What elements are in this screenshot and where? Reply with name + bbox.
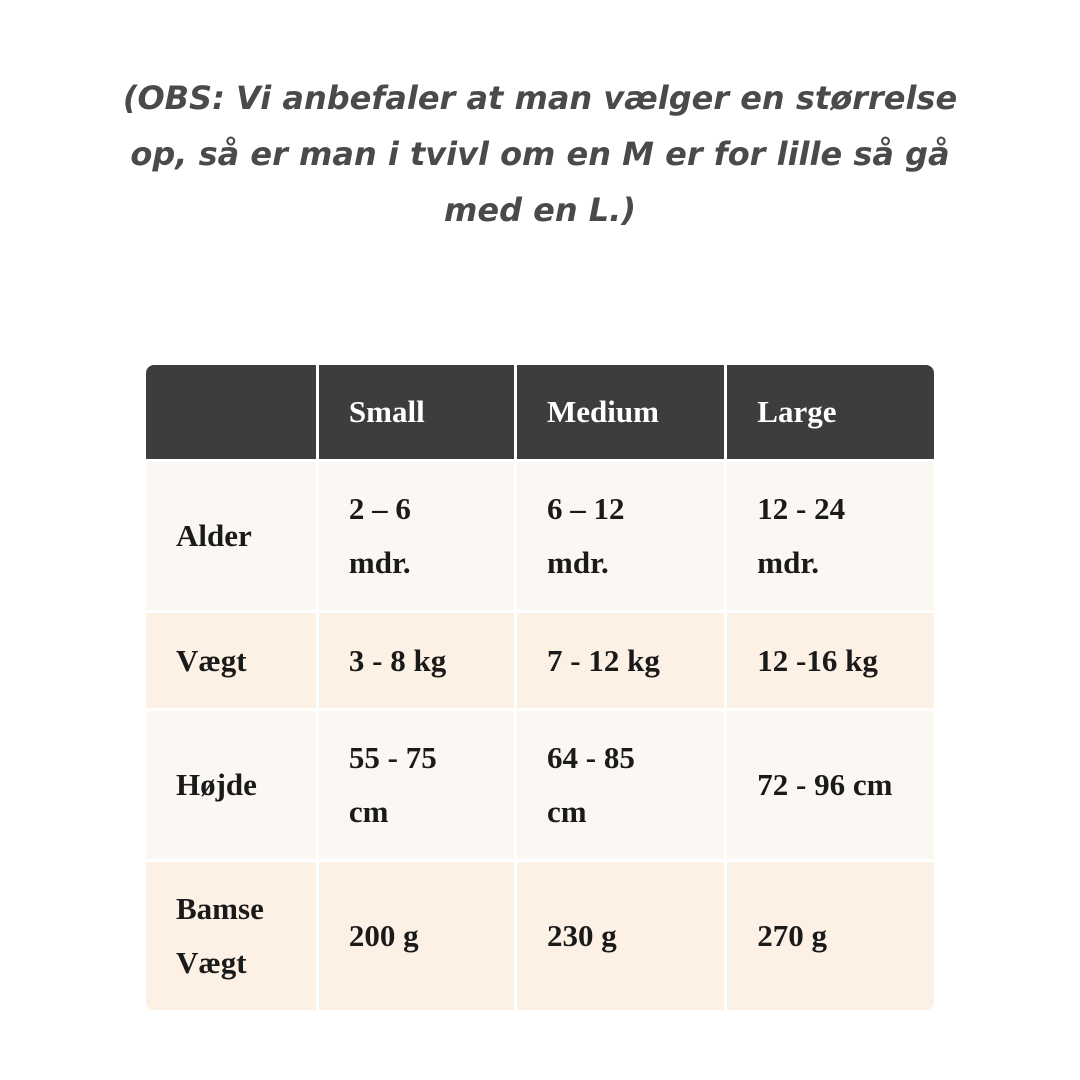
row-label-vaegt <box>146 613 319 711</box>
cell-text: mdr. <box>547 545 609 580</box>
cell-text: 64 - 85 <box>547 740 635 775</box>
row-label-alder <box>146 462 319 613</box>
row-label-text: Alder <box>176 518 252 553</box>
size-chart-table <box>146 365 934 1010</box>
cell-text: 3 - 8 kg <box>348 642 447 678</box>
header-empty-cell <box>146 365 319 462</box>
cell-text: 200 g <box>348 918 419 953</box>
row-label-text: Vægt <box>176 945 247 980</box>
notice-line-2: op, så er man i tvivl om en M er for lille så gå <box>130 135 950 173</box>
cell-vaegt-small <box>319 613 517 711</box>
table-header-row <box>146 365 934 462</box>
size-recommendation-notice <box>120 70 960 238</box>
cell-alder-large <box>727 462 934 613</box>
cell-text: 12 -16 kg <box>757 642 878 678</box>
row-label-text: Vægt <box>176 642 247 678</box>
cell-hojde-large <box>727 711 934 862</box>
table-row-alder <box>146 462 934 613</box>
cell-bamse-medium <box>517 862 727 1010</box>
cell-alder-small <box>319 462 517 613</box>
cell-text: 12 - 24 <box>757 491 846 526</box>
cell-text: mdr. <box>757 545 820 580</box>
cell-alder-medium <box>517 462 727 613</box>
header-small: Small <box>319 365 517 462</box>
cell-text: 6 – 12 <box>547 491 625 526</box>
cell-text: 72 - 96 cm <box>757 767 893 802</box>
cell-bamse-small <box>319 862 517 1010</box>
cell-text: cm <box>348 794 389 829</box>
cell-vaegt-medium <box>517 613 727 711</box>
row-label-bamse-vaegt <box>146 862 319 1010</box>
cell-text: 230 g <box>547 918 617 953</box>
cell-text: mdr. <box>348 545 411 580</box>
row-label-hojde <box>146 711 319 862</box>
cell-hojde-medium <box>517 711 727 862</box>
table-row-hojde <box>146 711 934 862</box>
header-medium: Medium <box>517 365 727 462</box>
cell-text: cm <box>547 794 587 829</box>
cell-text: 270 g <box>757 918 828 953</box>
cell-text: 2 – 6 <box>348 491 411 526</box>
cell-bamse-large <box>727 862 934 1010</box>
cell-text: 7 - 12 kg <box>547 642 660 678</box>
notice-line-3: med en L.) <box>444 191 636 229</box>
cell-text: 55 - 75 <box>348 740 437 775</box>
header-large: Large <box>727 365 934 462</box>
row-label-text: Højde <box>176 767 257 802</box>
notice-line-1: (OBS: Vi anbefaler at man vælger en størrelse <box>122 79 958 117</box>
cell-vaegt-large <box>727 613 934 711</box>
cell-hojde-small <box>319 711 517 862</box>
table-row-bamse-vaegt <box>146 862 934 1010</box>
table-row-vaegt <box>146 613 934 711</box>
row-label-text: Bamse <box>176 891 264 926</box>
